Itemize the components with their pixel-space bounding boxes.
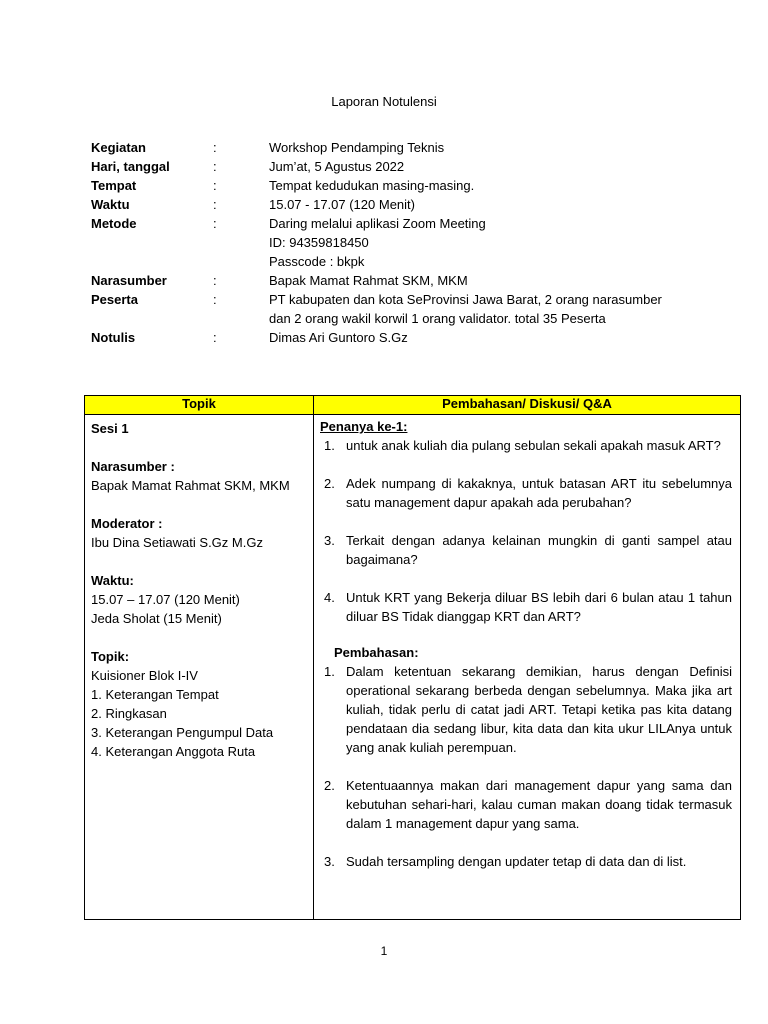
info-value: 15.07 - 17.07 (120 Menit) <box>269 197 415 212</box>
item-text: Untuk KRT yang Bekerja diluar BS lebih dari 6 bulan atau 1 tahun diluar BS Tidak dianggap KRT dan ART? <box>346 590 732 624</box>
info-label: Metode <box>91 216 137 231</box>
list-item <box>320 776 734 833</box>
topik-line: 3. Keterangan Pengumpul Data <box>91 725 274 740</box>
info-value: Workshop Pendamping Teknis <box>269 140 445 155</box>
info-label: Notulis <box>91 330 136 345</box>
info-label: Kegiatan <box>91 140 146 155</box>
item-number: 4. <box>324 590 335 605</box>
item-text: Sudah tersampling dengan updater tetap di data dan di list. <box>346 854 687 869</box>
info-label: Waktu <box>91 197 130 212</box>
info-label: Peserta <box>91 292 138 307</box>
item-text: Adek numpang di kakaknya, untuk batasan ART itu sebelumnya satu management dapur apakah ada perubahan? <box>346 476 732 510</box>
info-colon: : <box>213 330 217 345</box>
page-number: 1 <box>380 944 388 958</box>
waktu-label: Waktu: <box>91 573 134 588</box>
info-label: Narasumber <box>91 273 167 288</box>
list-item <box>320 474 734 512</box>
topik-line: 4. Keterangan Anggota Ruta <box>91 744 256 759</box>
info-colon: : <box>213 178 217 193</box>
info-row-tempat <box>91 176 731 195</box>
header-topik: Topik <box>85 396 314 415</box>
info-label: Tempat <box>91 178 137 193</box>
info-colon: : <box>213 140 217 155</box>
narasumber-label: Narasumber : <box>91 459 175 474</box>
narasumber-value: Bapak Mamat Rahmat SKM, MKM <box>91 478 290 493</box>
info-colon: : <box>213 159 217 174</box>
waktu-line: 15.07 – 17.07 (120 Menit) <box>91 592 240 607</box>
info-value: Daring melalui aplikasi Zoom Meeting ID: 94359818450 Passcode : bkpk <box>269 216 486 269</box>
item-number: 2. <box>324 778 335 793</box>
info-value: PT kabupaten dan kota SeProvinsi Jawa Barat, 2 orang narasumber dan 2 orang wakil korwil 1 orang validator. total 35 Peserta <box>269 292 662 326</box>
item-text: Terkait dengan adanya kelainan mungkin di ganti sampel atau bagaimana? <box>346 533 732 567</box>
topik-line: 1. Keterangan Tempat <box>91 687 219 702</box>
list-item <box>320 436 734 455</box>
info-colon: : <box>213 292 217 307</box>
info-row-kegiatan <box>91 138 731 157</box>
info-row-peserta <box>91 290 731 328</box>
list-item <box>320 588 734 626</box>
questions-list <box>320 436 734 626</box>
moderator-value: Ibu Dina Setiawati S.Gz M.Gz <box>91 535 263 550</box>
info-label: Hari, tanggal <box>91 159 170 174</box>
item-number: 2. <box>324 476 335 491</box>
info-value: Dimas Ari Guntoro S.Gz <box>269 330 408 345</box>
item-text: Ketentuaannya makan dari management dapur yang sama dan kebutuhan sehari-hari, kalau cuman makan doang tidak termasuk dalam 1 management dapur yang sama. <box>346 778 732 831</box>
info-row-metode <box>91 214 731 271</box>
info-value: Jum’at, 5 Agustus 2022 <box>269 159 405 174</box>
item-number: 3. <box>324 533 335 548</box>
answers-label: Pembahasan: <box>334 645 419 660</box>
table-header-row <box>85 396 741 415</box>
document-title: Laporan Notulensi <box>331 94 437 109</box>
topik-label: Topik: <box>91 649 130 664</box>
info-row-narasumber <box>91 271 731 290</box>
info-colon: : <box>213 197 217 212</box>
info-colon: : <box>213 216 217 231</box>
info-value: Tempat kedudukan masing-masing. <box>269 178 475 193</box>
item-number: 1. <box>324 438 335 453</box>
info-row-notulis <box>91 328 731 347</box>
info-section <box>91 138 731 347</box>
notes-table <box>84 395 741 920</box>
item-number: 1. <box>324 664 335 679</box>
item-text: untuk anak kuliah dia pulang sebulan sekali apakah masuk ART? <box>346 438 721 453</box>
answers-list <box>320 662 734 871</box>
info-row-hari-tanggal <box>91 157 731 176</box>
table-row <box>85 415 741 920</box>
info-row-waktu <box>91 195 731 214</box>
session-label: Sesi 1 <box>91 421 129 436</box>
topik-line: Kuisioner Blok I-IV <box>91 668 198 683</box>
item-number: 3. <box>324 854 335 869</box>
waktu-line: Jeda Sholat (15 Menit) <box>91 611 222 626</box>
info-value: Bapak Mamat Rahmat SKM, MKM <box>269 273 468 288</box>
topic-cell <box>85 415 314 920</box>
item-text: Dalam ketentuan sekarang demikian, harus dengan Definisi operational sekarang berbeda dengan sebelumnya. Maka jika art kuliah, tidak perlu di catat jadi ART. Tetapi ketika pas kita datang pendataan dia sedang libur, kita data dan kita ukur LILAnya untuk yang anak kuliah perempuan. <box>346 664 732 755</box>
info-colon: : <box>213 273 217 288</box>
header-pembahasan: Pembahasan/ Diskusi/ Q&A <box>314 396 741 415</box>
list-item <box>320 852 734 871</box>
moderator-label: Moderator : <box>91 516 163 531</box>
questions-label: Penanya ke-1: <box>320 419 408 434</box>
topik-line: 2. Ringkasan <box>91 706 167 721</box>
list-item <box>320 531 734 569</box>
discussion-cell <box>314 415 741 920</box>
list-item <box>320 662 734 757</box>
